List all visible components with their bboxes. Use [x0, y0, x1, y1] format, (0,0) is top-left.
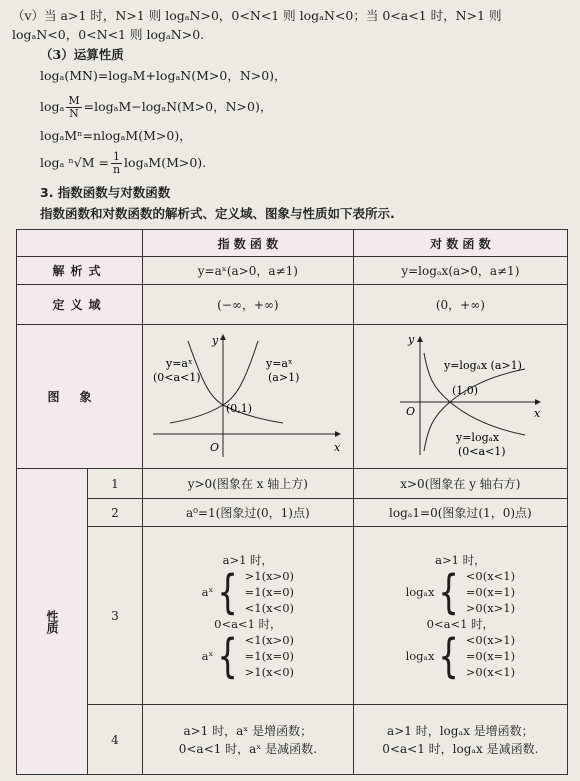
prop-3-log-lhs-1: logₐx	[405, 584, 435, 599]
rule-4-denominator: n	[112, 163, 121, 176]
exp-label-right-1: y=aˣ	[265, 357, 293, 370]
case-line: =1(x=0)	[244, 584, 295, 599]
formula-log: y=logₐx(a>0，a≠1)	[353, 257, 567, 285]
row-label-formula: 解析式	[17, 257, 143, 285]
prop-4-exp-line-2: 0<a<1 时，aˣ 是减函数.	[178, 741, 317, 756]
case-line: <1(x<0)	[244, 600, 295, 615]
section-title: 3. 指数函数与对数函数	[40, 185, 171, 200]
prop-4-log-line-2: 0<a<1 时，logₐx 是减函数.	[382, 741, 539, 756]
rule-2-numerator: M	[68, 94, 80, 107]
table-row	[17, 325, 568, 469]
header-log: 对 数 函 数	[353, 230, 567, 257]
log-y-label: y	[408, 333, 415, 346]
rules-heading: （3）运算性质	[40, 47, 124, 62]
case-line: =0(x=1)	[465, 648, 516, 663]
prop-2-log: logₐ1=0(图象过(1，0)点)	[353, 499, 567, 527]
prop-3-exp-cases-2	[201, 628, 295, 683]
case-line: <0(x<1)	[465, 568, 516, 583]
prop-4-exp	[142, 705, 353, 775]
cases-stack	[245, 632, 294, 680]
brace-icon: {	[438, 564, 460, 619]
rule-4-rhs: logₐM(M>0).	[124, 155, 207, 170]
prop-3-exp-a2: 0<a<1 时，	[214, 616, 282, 631]
log-point-label: (1,0)	[452, 384, 479, 397]
rule-2-lhs: logₐ	[40, 99, 65, 114]
exp-point-label: (0,1)	[225, 402, 252, 415]
rule-4-numerator: 1	[111, 151, 122, 164]
section-desc: 指数函数和对数函数的解析式、定义域、图象与性质如下表所示.	[40, 206, 395, 221]
prop-3-log-a2: 0<a<1 时，	[426, 616, 495, 631]
cases-stack	[245, 568, 294, 616]
exp-origin: O	[209, 441, 219, 454]
prop-3-exp-cases-1	[201, 564, 295, 619]
prop-3-log-cases-1	[405, 564, 516, 619]
exp-label-left-1: y=aˣ	[165, 357, 193, 370]
prop-3-exp-a1: a>1 时，	[222, 552, 274, 567]
header-exp: 指 数 函 数	[142, 230, 353, 257]
rule-2-fraction	[66, 95, 81, 120]
table-row	[17, 285, 568, 325]
prop-3-log-a1: a>1 时，	[435, 552, 486, 567]
prop-3-log	[353, 527, 567, 705]
case-line: =1(x=0)	[244, 648, 295, 663]
case-line: <0(x>1)	[465, 632, 516, 647]
table-row	[17, 705, 568, 775]
case-line: >0(x>1)	[465, 600, 516, 615]
rule-1: logₐ(MN)=logₐM+logₐN(M>0，N>0)，	[40, 68, 287, 83]
log-label-bottom-2: (0<a<1)	[458, 445, 506, 458]
table-row	[17, 257, 568, 285]
rule-4-lhs: logₐ ⁿ√M =	[40, 155, 109, 170]
prop-2-exp: a⁰=1(图象过(0，1)点)	[142, 499, 353, 527]
prop-2-num: 2	[88, 499, 143, 527]
graph-exp-cell	[142, 325, 353, 469]
brace-icon: {	[217, 628, 239, 683]
exp-graph	[148, 329, 348, 461]
domain-exp: (−∞，+∞)	[142, 285, 353, 325]
prop-4-log	[353, 705, 567, 775]
rule-2	[40, 92, 272, 122]
case-line: >1(x>0)	[244, 568, 295, 583]
prop-4-exp-line-1: a>1 时，aˣ 是增函数；	[183, 723, 313, 738]
table-row	[17, 527, 568, 705]
log-graph	[360, 329, 560, 461]
header-blank	[17, 230, 143, 257]
table-header-row	[17, 230, 568, 257]
log-label-bottom-1: y=logₐx	[456, 431, 500, 444]
prop-4-num: 4	[88, 705, 143, 775]
rule-2-denominator: N	[69, 107, 79, 120]
case-line: =0(x=1)	[465, 584, 516, 599]
prop-4-log-line-1: a>1 时，logₐx 是增函数；	[387, 723, 534, 738]
prop-1-log: x>0(图象在 y 轴右方)	[353, 469, 567, 499]
row-label-domain: 定义域	[17, 285, 143, 325]
prop-3-num: 3	[88, 527, 143, 705]
row-label-prop: 性质	[17, 469, 88, 775]
case-line: >1(x<0)	[244, 664, 295, 679]
prop-3-log-lhs-2: logₐx	[405, 648, 435, 663]
prop-3-exp-lhs-2: aˣ	[201, 648, 214, 663]
brace-icon: {	[438, 628, 460, 683]
exp-x-label: x	[333, 441, 341, 454]
prop-1-exp: y>0(图象在 x 轴上方)	[142, 469, 353, 499]
log-label-top: y=logₐx (a>1)	[444, 359, 523, 372]
rule-3: logₐMⁿ=nlogₐM(M>0)，	[40, 128, 192, 143]
domain-log: (0，+∞)	[353, 285, 567, 325]
case-line: <1(x>0)	[244, 632, 295, 647]
table-row	[17, 499, 568, 527]
comparison-table	[16, 229, 568, 775]
log-x-label: x	[534, 407, 541, 420]
graph-log-cell	[353, 325, 567, 469]
intro-line-1: （v）当 a>1 时，N>1 则 logₐN>0，0<N<1 则 logₐN<0；当 0<a<1 时，N>1 则	[12, 8, 502, 23]
cases-stack	[466, 632, 515, 680]
intro-line-2: logₐN<0，0<N<1 则 logₐN>0.	[12, 27, 205, 42]
brace-icon: {	[217, 564, 239, 619]
table-row	[17, 469, 568, 499]
rule-4	[40, 148, 206, 178]
exp-label-left-2: (0<a<1)	[152, 371, 201, 384]
prop-3-exp	[142, 527, 353, 705]
case-line: >0(x<1)	[465, 664, 516, 679]
rule-2-rhs: =logₐM−logₐN(M>0，N>0)，	[83, 99, 273, 114]
log-origin: O	[406, 405, 416, 418]
row-label-graph: 图象	[17, 325, 143, 469]
exp-label-right-2: (a>1)	[267, 371, 300, 384]
formula-exp: y=aˣ(a>0，a≠1)	[142, 257, 353, 285]
prop-3-exp-lhs-1: aˣ	[201, 584, 214, 599]
prop-3-log-cases-2	[405, 628, 516, 683]
prop-1-num: 1	[88, 469, 143, 499]
rule-4-fraction	[111, 151, 122, 176]
exp-y-label: y	[211, 334, 219, 347]
cases-stack	[466, 568, 515, 616]
